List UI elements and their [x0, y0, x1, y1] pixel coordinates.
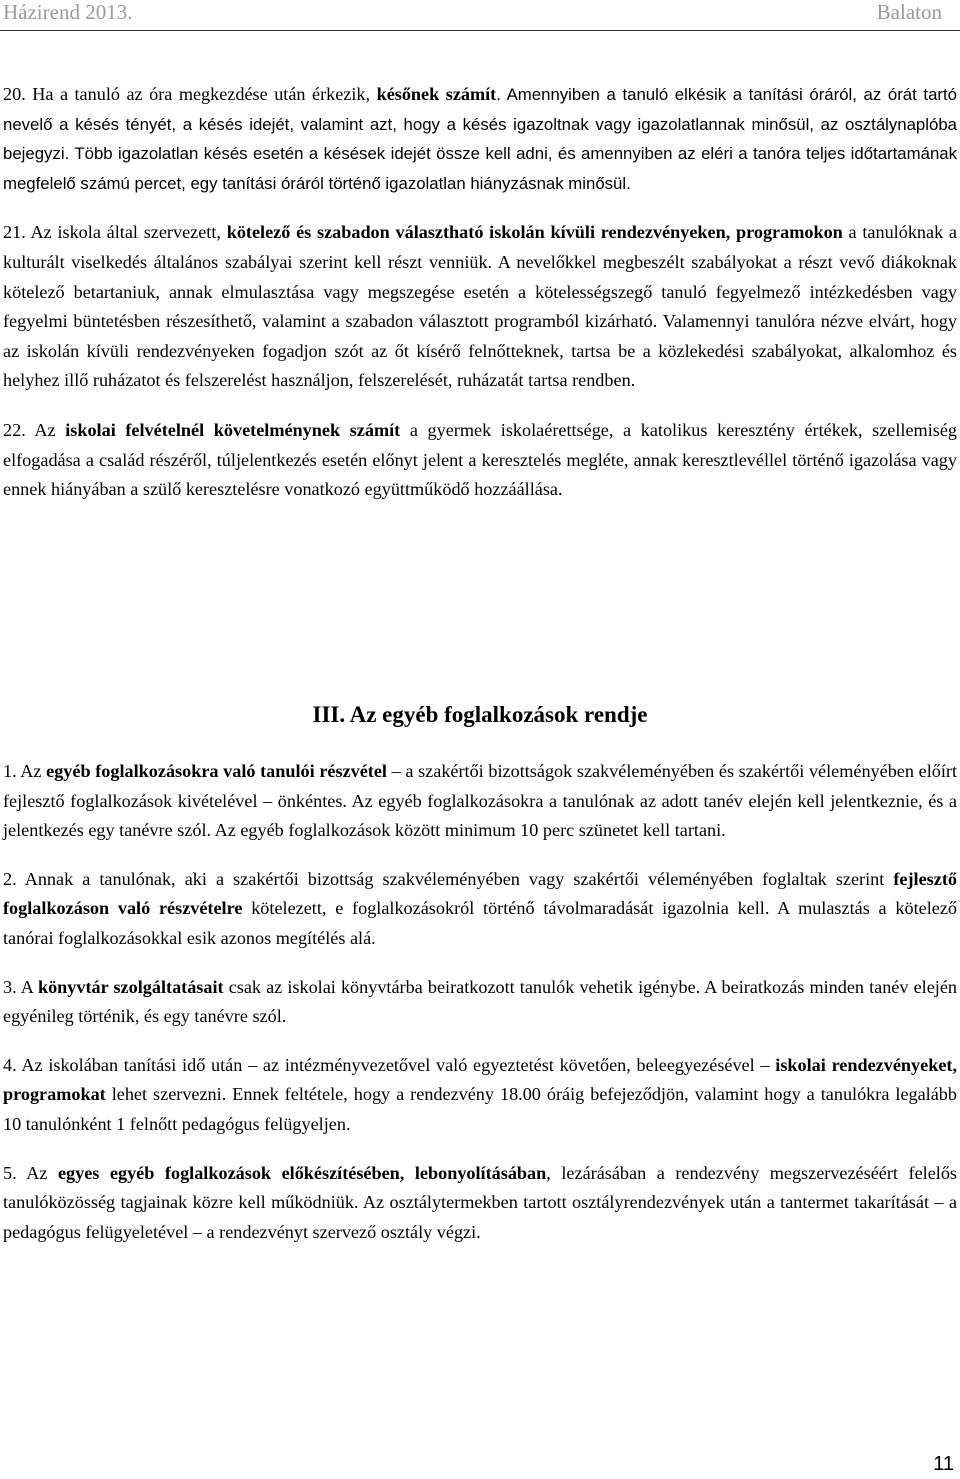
header-location: Balaton [876, 0, 942, 24]
bold-phrase: későnek számít [376, 84, 497, 104]
page-number: 11 [933, 1453, 954, 1475]
item-4: 4. Az iskolában tanítási idő után – az intézményvezetővel való egyeztetést követően, beleegyezésével – iskolai rendezvényeket, programokat lehet szervezni. Ennek feltétele, hogy a rendezvény 18.00 óráig befejeződjön, valamint hogy a tanulókra legalább 10 tanulónként 1 felnőtt pedagógus felügyeljen. [3, 1054, 957, 1134]
bold-phrase: könyvtár szolgáltatásait [37, 976, 224, 997]
page-header [0, 0, 960, 36]
header-title: Házirend 2013. [3, 0, 133, 24]
paragraph-20: 20. Ha a tanuló az óra megkezdése után érkezik, későnek számít. Amennyiben a tanuló elkésik a tanítási óráról, az órát tartó nevelő a késés tényét, a késés idejét, valamint azt, hogy a késés igazoltnak vagy igazolatlannak minősül, az osztálynaplóba bejegyzi. Több igazolatlan késés esetén a késések idejét össze kell adni, és amennyiben az eléri a tanóra teljes időtartamának megfelelő számú percet, egy tanítási óráról történő igazolatlan hiányzásnak minősül. [3, 84, 957, 193]
item-1: 1. Az egyéb foglalkozásokra való tanulói részvétel – a szakértői bizottságok szakvéleményében és szakértői véleményében előírt fejlesztő foglalkozások kivételével – önkéntes. Az egyéb foglalkozásokra a tanulónak az adott tanév elején kell jelentkeznie, és a jelentkezés egy tanévre szól. Az egyéb foglalkozások között minimum 10 perc szünetet kell tartani. [3, 761, 958, 841]
bold-phrase: kötelező és szabadon választható iskolán kívüli rendezvényeken, programokon [226, 222, 843, 243]
chapter-title: III. Az egyéb foglalkozások rendje [312, 702, 648, 727]
other-activities-section [3, 757, 957, 1247]
item-2: 2. Annak a tanulónak, aki a szakértői bizottság szakvéleményében vagy szakértői véleményében foglaltak szerint fejlesztő foglalkozáson való részvételre kötelezett, e foglalkozásokról történő távolmaradását igazolnia kell. A mulasztás a kötelező tanórai foglalkozásokkal esik azonos megítélés alá. [3, 868, 957, 948]
bold-phrase: fejlesztő foglalkozáson való részvételre [3, 868, 957, 919]
bold-phrase: egyéb foglalkozásokra való tanulói részvétel [46, 761, 387, 781]
bold-phrase: iskolai felvételnél követelménynek számít [65, 419, 401, 440]
header-divider [0, 30, 960, 31]
rules-section [3, 80, 957, 505]
bold-phrase: iskolai rendezvényeket, programokat [3, 1054, 957, 1105]
item-5: 5. Az egyes egyéb foglalkozások előkészítésében, lebonyolításában, lezárásában a rendezvény megszervezéséért felelős tanulóközösség tagjainak közre kell működniük. Az osztálytermekben tartott osztályrendezvények után a tantermet takarítását – a pedagógus felügyeletével – a rendezvényt szervező osztály végzi. [3, 1162, 957, 1242]
paragraph-21: 21. Az iskola által szervezett, kötelező és szabadon választható iskolán kívüli rendezvényeken, programokon a tanulóknak a kulturált viselkedés általános szabályai szerint kell részt venniük. A nevelőkkel megbeszélt szabályokat a részt vevő diákoknak kötelező betartaniuk, annak elmulasztása vagy megszegése esetén a kötelességszegő tanuló fegyelmező intézkedésben vagy fegyelmi büntetésben részesíthető, valamint a szabadon választott programból kizárható. Valamennyi tanulóra nézve elvárt, hogy az iskolán kívüli rendezvényeken fogadjon szót az őt kísérő felnőtteknek, tartsa be a közlekedési szabályokat, alkalomhoz és helyhez illő ruházatot és felszerelést használjon, felszerelését, ruházatát tartsa rendben. [3, 222, 957, 391]
item-3: 3. A könyvtár szolgáltatásait csak az iskolai könyvtárba beiratkozott tanulók vehetik igénybe. A beiratkozás minden tanév elején egyénileg történik, és egy tanévre szól. [3, 976, 957, 1027]
bold-phrase: egyes egyéb foglalkozások előkészítésében, lebonyolításában [57, 1162, 547, 1183]
paragraph-22: 22. Az iskolai felvételnél követelménynek számít a gyermek iskolaérettsége, a katolikus keresztény értékek, szellemiség elfogadása a család részéről, túljelentkezés esetén előnyt jelent a keresztelés megléte, annak keresztlevéllel történő igazolása vagy ennek hiányában a szülő keresztelésre vonatkozó együttműködő hozzáállása. [3, 419, 957, 500]
